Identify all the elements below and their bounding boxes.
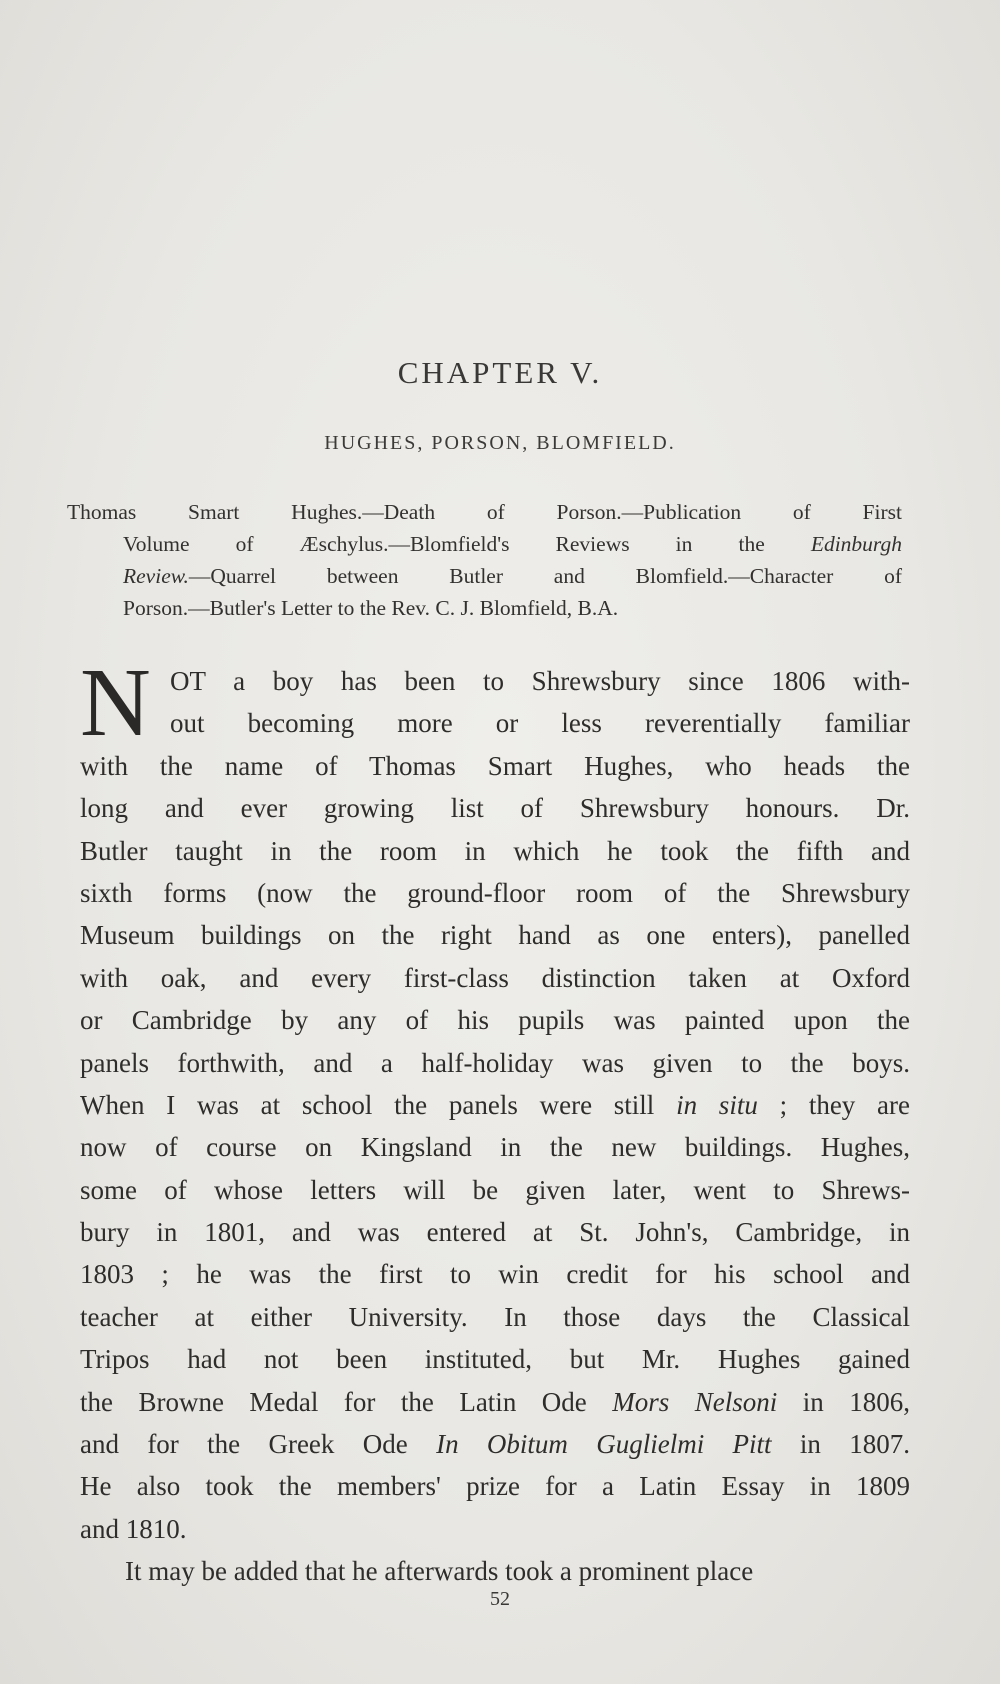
text-run: ; they are <box>757 1089 911 1120</box>
text-run: in 1806, <box>777 1386 910 1417</box>
text-line: and 1810. <box>80 1513 187 1544</box>
text-run: When I was at school the panels were still <box>80 1089 677 1120</box>
text-line: teacher at either University. In those days the Classical <box>80 1301 910 1332</box>
text-line: with oak, and every first-class distinction taken at Oxford <box>80 962 910 993</box>
summary-line <box>67 560 902 592</box>
summary-italic-text: Review. <box>123 564 189 588</box>
text-line: with the name of Thomas Smart Hughes, who heads the <box>80 750 910 781</box>
text-line: now of course on Kingsland in the new buildings. Hughes, <box>80 1132 910 1163</box>
italic-run: Mors Nelsoni <box>612 1386 778 1417</box>
text-line: Butler taught in the room in which he took the fifth and <box>80 835 910 866</box>
text-line: or Cambridge by any of his pupils was painted upon the <box>80 1005 910 1036</box>
text-line: sixth forms (now the ground-floor room of the Shrewsbury <box>80 877 910 908</box>
text-line: Museum buildings on the right hand as one enters), panelled <box>80 920 910 951</box>
text-line <box>80 1423 910 1465</box>
text-line: some of whose letters will be given later, went to Shrews- <box>80 1174 910 1205</box>
summary-italic-text: Edinburgh <box>810 532 902 556</box>
text-line: out becoming more or less reverentially familiar <box>170 708 910 739</box>
text-line: OT a boy has been to Shrewsbury since 1806 with- <box>170 666 910 696</box>
summary-text: Porson.—Butler's Letter to the Rev. C. J. Blomfield, B.A. <box>123 596 619 620</box>
drop-cap: N <box>80 649 151 757</box>
chapter-subtitle: HUGHES, PORSON, BLOMFIELD. <box>324 432 676 454</box>
text-run: the Browne Medal for the Latin Ode <box>80 1386 613 1417</box>
page-number: 52 <box>490 1588 510 1610</box>
italic-run: in situ <box>676 1089 758 1120</box>
summary-line <box>67 496 902 528</box>
summary-text: Volume of Æschylus.—Blomfield's Reviews in the <box>123 532 811 556</box>
body-text <box>80 649 911 1593</box>
chapter-summary <box>67 496 902 624</box>
summary-text: —Quarrel between Butler and Blomfield.—Character of <box>188 564 902 588</box>
text-run: and for the Greek Ode <box>80 1429 437 1460</box>
text-line <box>80 1084 910 1126</box>
text-line: 1803 ; he was the first to win credit for his school and <box>80 1259 910 1290</box>
summary-line <box>67 528 902 560</box>
text-run: in 1807. <box>771 1429 910 1460</box>
summary-line <box>67 592 902 624</box>
text-line: bury in 1801, and was entered at St. John's, Cambridge, in <box>80 1217 910 1248</box>
text-line: It may be added that he afterwards took a prominent place <box>125 1556 754 1587</box>
text-line <box>80 1381 910 1423</box>
italic-run: In Obitum Guglielmi Pitt <box>436 1429 772 1460</box>
chapter-heading: CHAPTER V. <box>397 355 603 390</box>
text-line: Tripos had not been instituted, but Mr. Hughes gained <box>80 1344 910 1375</box>
summary-text: Thomas Smart Hughes.—Death of Porson.—Publication of First <box>67 500 902 524</box>
text-line: panels forthwith, and a half-holiday was given to the boys. <box>80 1047 910 1078</box>
text-line: long and ever growing list of Shrewsbury honours. Dr. <box>80 793 910 824</box>
text-line: He also took the members' prize for a Latin Essay in 1809 <box>80 1471 910 1502</box>
